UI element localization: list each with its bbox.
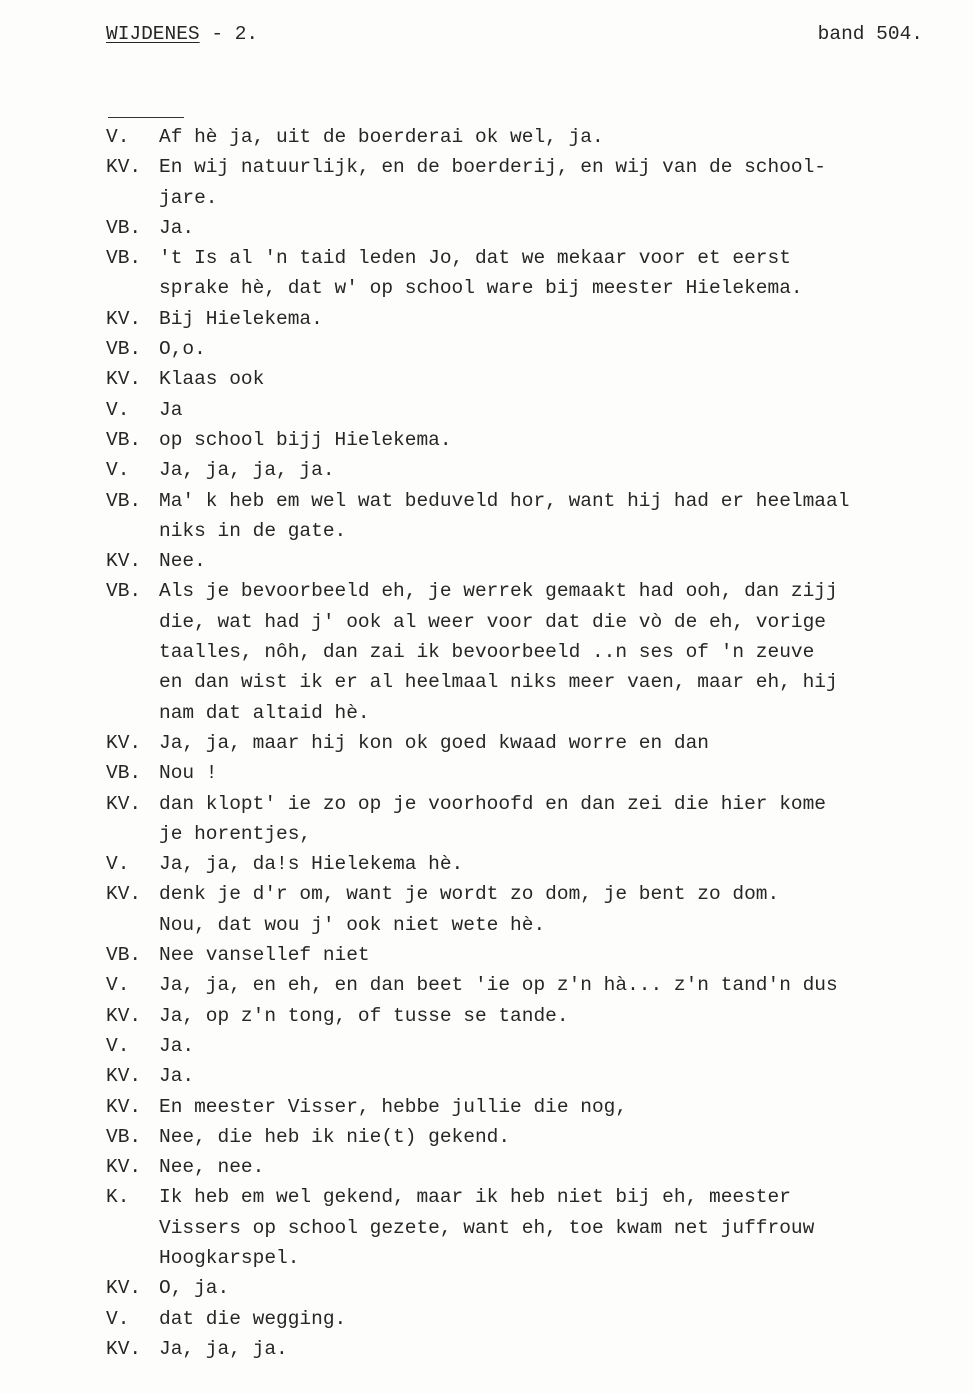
utterance <box>159 758 926 788</box>
speaker-label: VB. <box>106 580 142 603</box>
transcript-turn <box>106 122 926 152</box>
speaker-label: V. <box>106 853 130 876</box>
utterance <box>159 546 926 576</box>
utterance-line: Nou, dat wou j' ook niet wete hè. <box>159 913 546 936</box>
utterance-line: Ja. <box>159 1034 195 1057</box>
speaker-label: KV. <box>106 1277 142 1300</box>
utterance <box>159 1092 926 1122</box>
speaker-label: K. <box>106 1186 130 1209</box>
transcript-turn <box>106 1334 926 1364</box>
utterance-line: Ja, ja, ja. <box>159 1337 288 1360</box>
transcript-turn <box>106 395 926 425</box>
utterance-line: niks in de gate. <box>159 519 347 542</box>
utterance <box>159 334 926 364</box>
utterance <box>159 1304 926 1334</box>
transcript-turn <box>106 1273 926 1303</box>
speaker-label: V. <box>106 974 130 997</box>
utterance-line: jare. <box>159 186 218 209</box>
utterance <box>159 486 926 547</box>
utterance-line: O, ja. <box>159 1277 230 1300</box>
speaker-label: KV. <box>106 307 142 330</box>
utterance-line: Ik heb em wel gekend, maar ik heb niet bij eh, meester <box>159 1186 791 1209</box>
utterance-line: Ja, ja, en eh, en dan beet 'ie op z'n hà... z'n tand'n dus <box>159 974 838 997</box>
utterance-line: Ja, ja, ja, ja. <box>159 459 335 482</box>
utterance <box>159 243 926 304</box>
speaker-label: KV. <box>106 1337 142 1360</box>
utterance <box>159 1061 926 1091</box>
transcript-turn <box>106 243 926 304</box>
utterance <box>159 789 926 850</box>
utterance-line: Af hè ja, uit de boerderai ok wel, ja. <box>159 126 604 148</box>
page-number: - 2. <box>199 23 259 45</box>
speaker-label: V. <box>106 1307 130 1330</box>
transcript-turn <box>106 546 926 576</box>
utterance-line: Als je bevoorbeeld eh, je werrek gemaakt had ooh, dan zijj <box>159 580 838 603</box>
utterance-line: 't Is al 'n taid leden Jo, dat we mekaar voor et eerst <box>159 247 791 270</box>
utterance-line: op school bijj Hielekema. <box>159 428 452 451</box>
page-header-left <box>106 20 258 48</box>
utterance-line: denk je d'r om, want je wordt zo dom, je bent zo dom. <box>159 883 780 906</box>
transcript-turn <box>106 1092 926 1122</box>
transcript-turn <box>106 304 926 334</box>
utterance <box>159 1001 926 1031</box>
speaker-label: VB. <box>106 428 142 451</box>
utterance <box>159 364 926 394</box>
utterance <box>159 940 926 970</box>
transcript-turn <box>106 486 926 547</box>
utterance-line: die, wat had j' ook al weer voor dat die vò de eh, vorige <box>159 610 827 633</box>
utterance <box>159 122 926 152</box>
utterance-line: Ja. <box>159 1065 195 1088</box>
transcript-turn <box>106 1122 926 1152</box>
transcript-turn <box>106 940 926 970</box>
transcript-turn <box>106 849 926 879</box>
speaker-label: VB. <box>106 216 142 239</box>
utterance <box>159 213 926 243</box>
speaker-surname: WIJDENES <box>106 23 200 45</box>
utterance-line: nam dat altaid hè. <box>159 701 370 724</box>
speaker-label: VB. <box>106 489 142 512</box>
transcript-turn <box>106 1152 926 1182</box>
utterance-line: sprake hè, dat w' op school ware bij meester Hielekema. <box>159 277 803 300</box>
speaker-label: VB. <box>106 338 142 361</box>
utterance <box>159 304 926 334</box>
speaker-label: KV. <box>106 1004 142 1027</box>
tape-band-number: band 504. <box>817 23 923 45</box>
transcript-turn <box>106 425 926 455</box>
transcript-turn <box>106 1031 926 1061</box>
utterance <box>159 576 926 727</box>
transcript-turn <box>106 970 926 1000</box>
transcript-turn <box>106 1001 926 1031</box>
utterance-line: en dan wist ik er al heelmaal niks meer vaen, maar eh, hij <box>159 671 838 694</box>
utterance <box>159 728 926 758</box>
utterance-line: Ma' k heb em wel wat beduveld hor, want hij had er heelmaal <box>159 489 850 512</box>
utterance <box>159 1122 926 1152</box>
transcript-turn <box>106 213 926 243</box>
transcript-turn <box>106 1182 926 1273</box>
utterance <box>159 1152 926 1182</box>
transcript-turn <box>106 152 926 213</box>
utterance-line: Ja, op z'n tong, of tusse se tande. <box>159 1004 569 1027</box>
speaker-label: KV. <box>106 792 142 815</box>
speaker-label: KV. <box>106 731 142 754</box>
utterance-line: Bij Hielekema. <box>159 307 323 330</box>
speaker-label: V. <box>106 459 130 482</box>
transcript-turn <box>106 789 926 850</box>
transcript-turn <box>106 334 926 364</box>
speaker-label: VB. <box>106 247 142 270</box>
utterance <box>159 455 926 485</box>
speaker-label: KV. <box>106 1156 142 1179</box>
utterance-line: Hoogkarspel. <box>159 1246 300 1269</box>
utterance-line: dan klopt' ie zo op je voorhoofd en dan zei die hier kome <box>159 792 827 815</box>
utterance <box>159 1182 926 1273</box>
utterance-line: Nou ! <box>159 762 218 785</box>
transcript-turn <box>106 455 926 485</box>
utterance-line: En meester Visser, hebbe jullie die nog, <box>159 1095 628 1118</box>
speaker-label: KV. <box>106 550 142 573</box>
speaker-label: V. <box>106 1034 130 1057</box>
transcript-turn <box>106 728 926 758</box>
utterance-line: Ja, ja, maar hij kon ok goed kwaad worre en dan <box>159 731 709 754</box>
speaker-label: VB. <box>106 1125 142 1148</box>
utterance <box>159 849 926 879</box>
utterance-line: taalles, nôh, dan zai ik bevoorbeeld ..n ses of 'n zeuve <box>159 641 815 664</box>
transcript-turn <box>106 758 926 788</box>
transcript-turn <box>106 576 926 727</box>
utterance-line: Ja, ja, da!s Hielekema hè. <box>159 853 464 876</box>
utterance <box>159 1334 926 1364</box>
utterance-line: Nee vansellef niet <box>159 944 370 967</box>
utterance-line: Nee. <box>159 550 206 573</box>
utterance <box>159 395 926 425</box>
utterance-line: En wij natuurlijk, en de boerderij, en wij van de school- <box>159 156 827 179</box>
speaker-label: KV. <box>106 368 142 391</box>
utterance-line: Ja. <box>159 216 195 239</box>
utterance <box>159 152 926 213</box>
speaker-label: V. <box>106 398 130 421</box>
utterance <box>159 1031 926 1061</box>
utterance <box>159 879 926 940</box>
utterance <box>159 425 926 455</box>
speaker-label: VB. <box>106 944 142 967</box>
transcript-turn <box>106 364 926 394</box>
utterance-line: O,o. <box>159 338 206 361</box>
speaker-label: VB. <box>106 762 142 785</box>
utterance-line: dat die wegging. <box>159 1307 347 1330</box>
transcript-turn <box>106 1304 926 1334</box>
utterance-line: Klaas ook <box>159 368 265 391</box>
transcript-turn <box>106 1061 926 1091</box>
header-rule <box>108 117 184 118</box>
utterance-line: Nee, nee. <box>159 1156 265 1179</box>
utterance <box>159 1273 926 1303</box>
speaker-label: KV. <box>106 883 142 906</box>
utterance-line: Ja <box>159 398 183 421</box>
transcript-turn <box>106 879 926 940</box>
utterance-line: Nee, die heb ik nie(t) gekend. <box>159 1125 511 1148</box>
utterance-line: Vissers op school gezete, want eh, toe kwam net juffrouw <box>159 1216 815 1239</box>
speaker-label: KV. <box>106 1095 142 1118</box>
utterance <box>159 970 926 1000</box>
speaker-label: KV. <box>106 156 142 179</box>
speaker-label: V. <box>106 126 130 148</box>
utterance-line: je horentjes, <box>159 822 312 845</box>
transcript-body <box>106 122 926 1364</box>
speaker-label: KV. <box>106 1065 142 1088</box>
